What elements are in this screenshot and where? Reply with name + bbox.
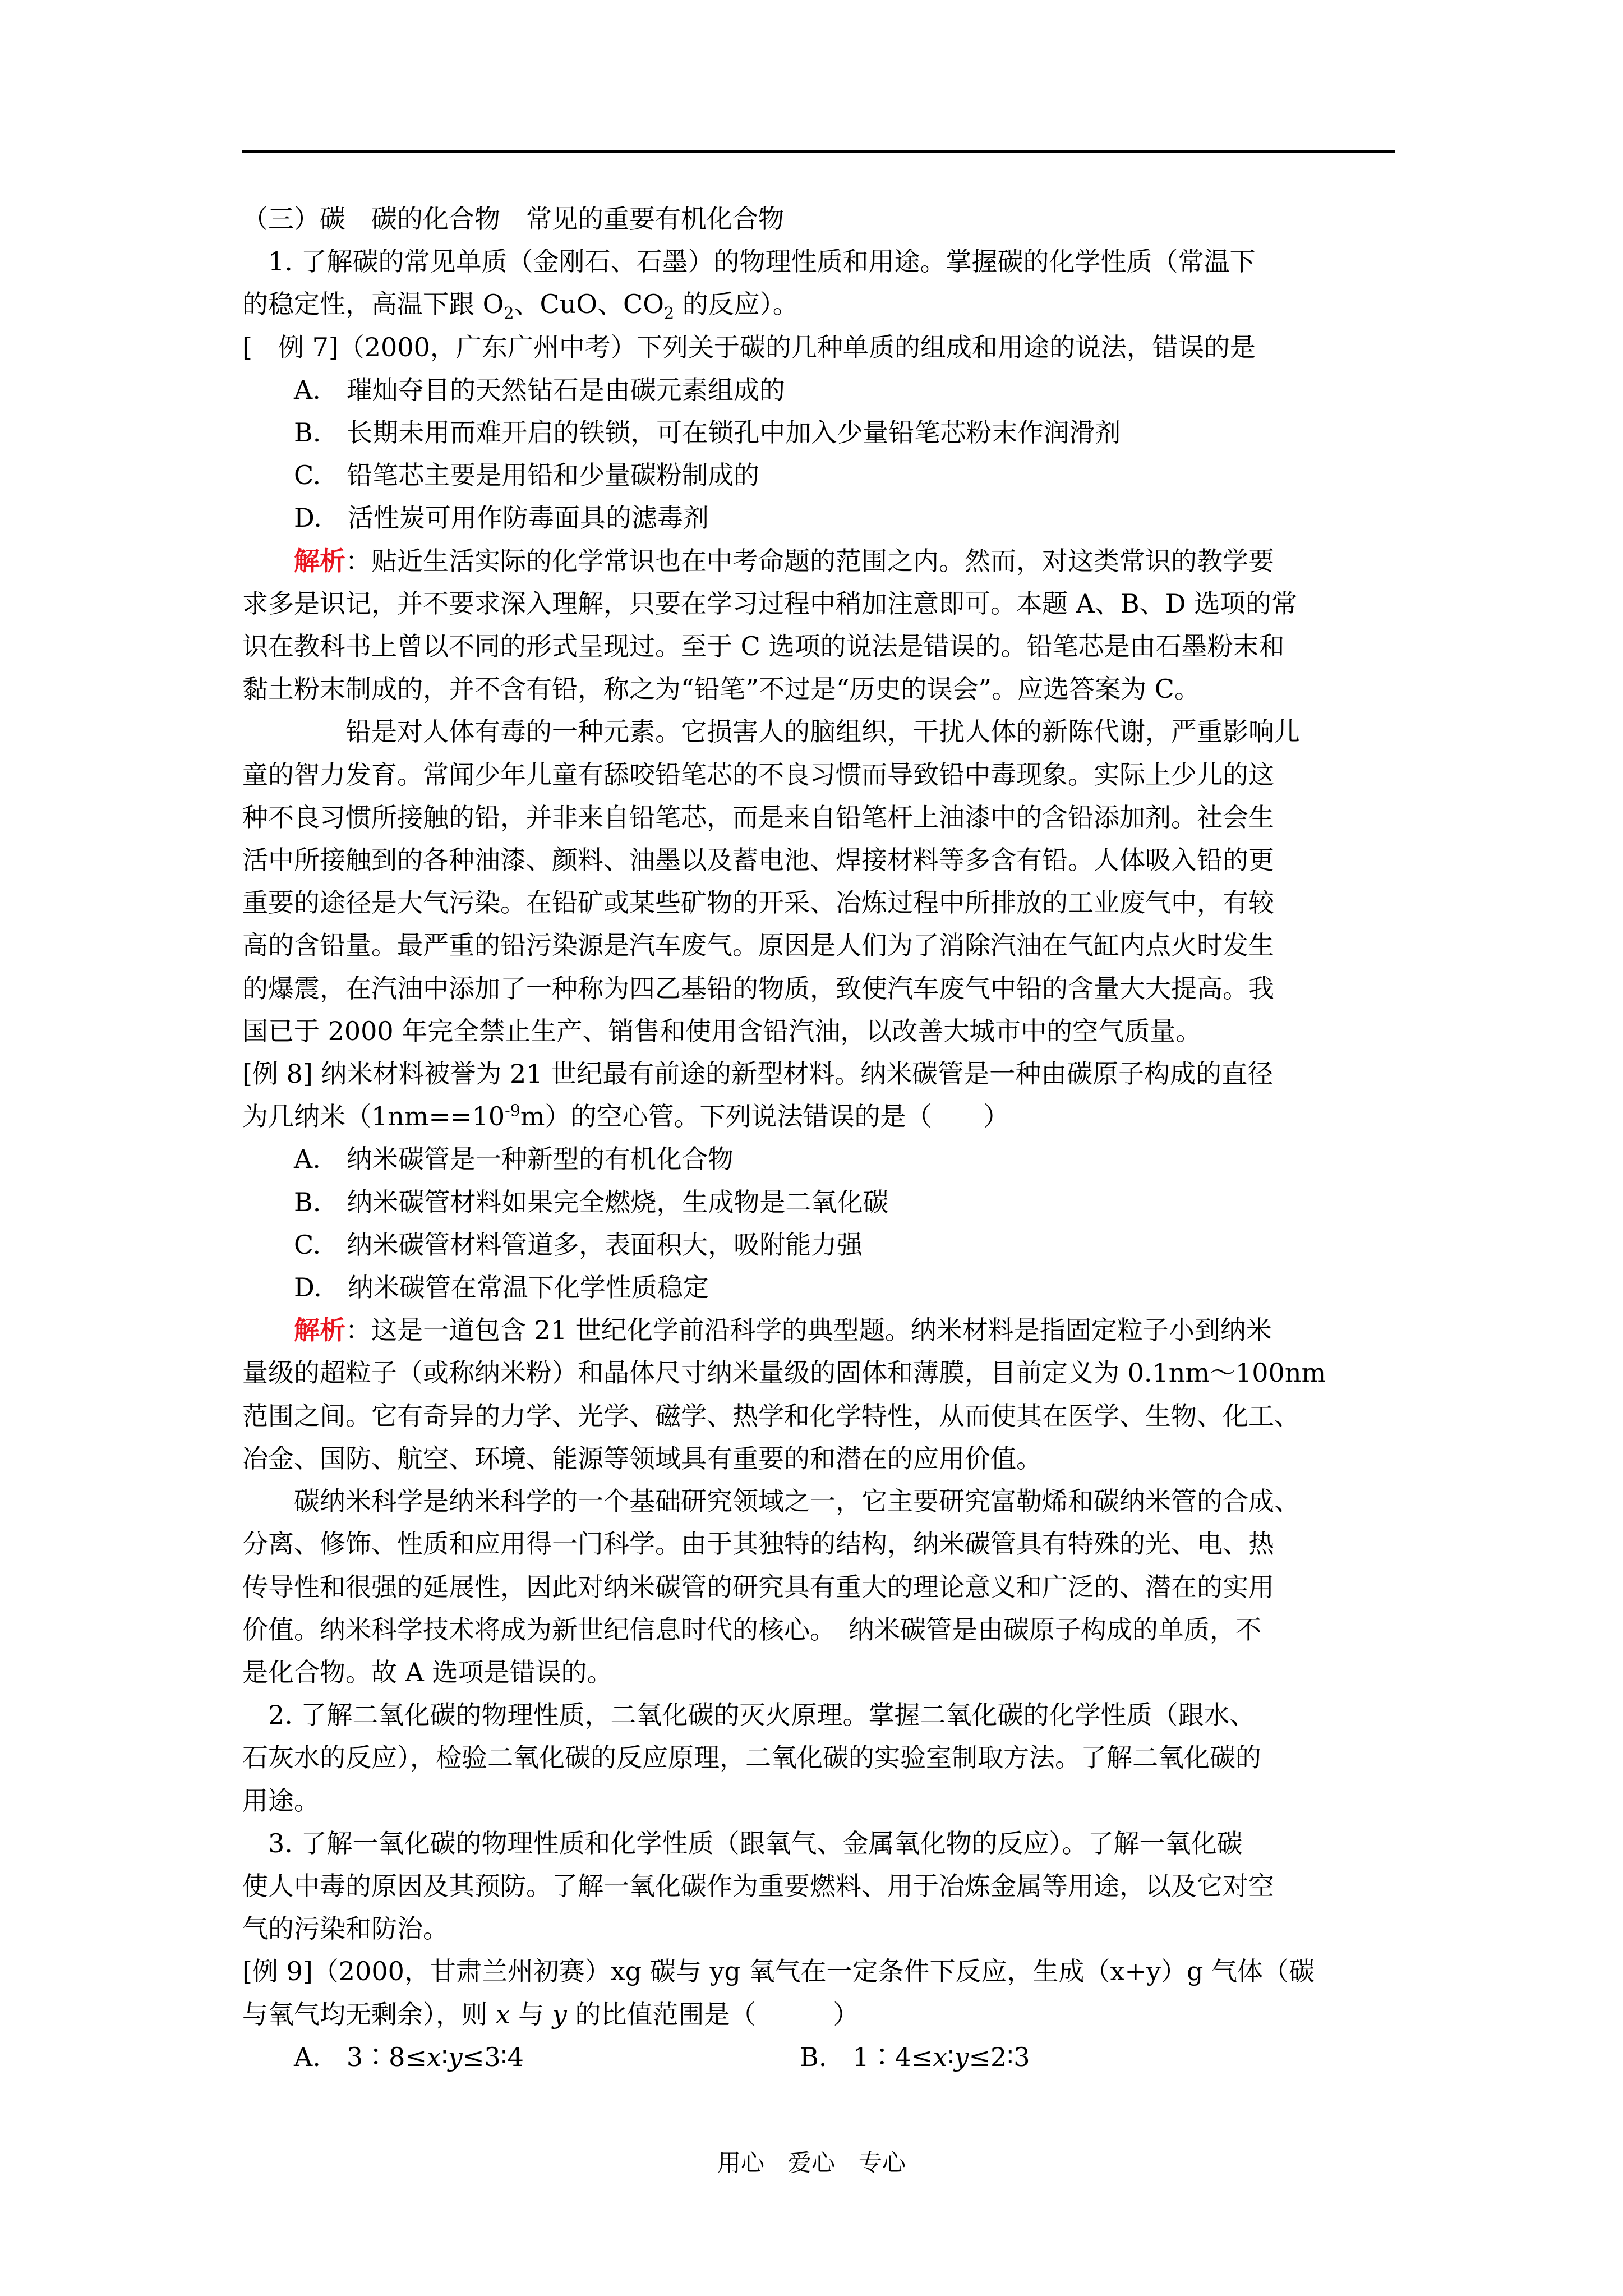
item-3: 3. 了解一氧化碳的物理性质和化学性质（跟氧气、金属氧化物的反应）。了解一氧化碳 使人中毒的原因及其预防。了解一氧化碳作为重要燃料、用于冶炼金属等用途，以及它对空 气的污染和防治。 (242, 1828, 1274, 1944)
page-footer: 用心 爱心 专心 (717, 2149, 906, 2177)
example-8-option-d: D. 纳米碳管在常温下化学性质稳定 (294, 1272, 709, 1303)
example-7-option-d: D. 活性炭可用作防毒面具的滤毒剂 (294, 503, 709, 533)
section-title: （三）碳 碳的化合物 常见的重要有机化合物 (242, 204, 784, 234)
example-9-options (242, 2036, 1398, 2078)
item-1: 1. 了解碳的常见单质（金刚石、石墨）的物理性质和用途。掌握碳的化学性质（常温下 的稳定性，高温下跟 $O_2$、CuO、$CO_2$ 的反应）。 (242, 246, 1256, 323)
example-7-option-b: B. 长期未用而难开启的铁锁，可在锁孔中加入少量铅笔芯粉末作润滑剂 (294, 417, 1121, 448)
header-rule (242, 150, 1395, 153)
analysis-label: 解析 (294, 545, 345, 576)
nano-paragraph: 碳纳米科学是纳米科学的一个基础研究领域之一，它主要研究富勒烯和碳纳米管的合成、 分离、修饰、性质和应用得一门科学。由于其独特的结构，纳米碳管具有特殊的光、电、热 传导性和很强的延展性，因此对纳米碳管的研究具有重大的理论意义和广泛的、潜在的实用 价值。纳米科学技术将成为新世纪信息时代的核心。 纳米碳管是由碳原子构成的单质，不 是化合物。故 A 选项是错误的。 (242, 1486, 1300, 1687)
example-7-analysis: 解析：贴近生活实际的化学常识也在中考命题的范围之内。然而，对这类常识的教学要 求多是识记，并不要求深入理解，只要在学习过程中稍加注意即可。本题 A、B、D 选项的常 识在教科书上曾以不同的形式呈现过。至于 C 选项的说法是错误的。铅笔芯是由石墨粉末和 黏土粉末制成的，并不含有铅，称之为“铅笔”不过是“历史的误会”。应选答案为 C。 (242, 545, 1298, 705)
item-2: 2. 了解二氧化碳的物理性质，二氧化碳的灭火原理。掌握二氧化碳的化学性质（跟水、 石灰水的反应），检验二氧化碳的反应原理，二氧化碳的实验室制取方法。了解二氧化碳的 用途。 (242, 1700, 1261, 1816)
example-8-option-b: B. 纳米碳管材料如果完全燃烧，生成物是二氧化碳 (294, 1186, 889, 1217)
analysis-label: 解析 (294, 1315, 345, 1346)
example-8-stem: [例 8] 纳米材料被誉为 21 世纪最有前途的新型材料。纳米碳管是一种由碳原子构成的直径 为几纳米$(1nm==10^{-9}m)$的空心管。下列说法错误的是（ ） (242, 1059, 1274, 1132)
document-body (242, 197, 1398, 2078)
example-8-analysis: 解析：这是一道包含 21 世纪化学前沿科学的典型题。纳米材料是指固定粒子小到纳米 量级的超粒子（或称纳米粉）和晶体尺寸纳米量级的固体和薄膜，目前定义为 0.1nm～100nm 范围之间。它有奇异的力学、光学、磁学、热学和化学特性，从而使其在医学、生物、化工、 冶金、国防、航空、环境、能源等领域具有重要的和潜在的应用价值。 (242, 1315, 1326, 1474)
lead-paragraph: 铅是对人体有毒的一种元素。它损害人的脑组织，干扰人体的新陈代谢，严重影响儿 童的智力发育。常闻少年儿童有舔咬铅笔芯的不良习惯而导致铅中毒现象。实际上少儿的这 种不良习惯所接触的铅，并非来自铅笔芯，而是来自铅笔杆上油漆中的含铅添加剂。社会生 活中所接触到的各种油漆、颜料、油墨以及蓄电池、焊接材料等多含有铅。人体吸入铅的更 重要的途径是大气污染。在铅矿或某些矿物的开采、冶炼过程中所排放的工业废气中，有较 高的含铅量。最严重的铅污染源是汽车废气。原因是人们为了消除汽油在气缸内点火时发生 的爆震，在汽油中添加了一种称为四乙基铅的物质，致使汽车废气中铅的含量大大提高。我 国已于 2000 年完全禁止生产、销售和使用含铅汽油，以改善大城市中的空气质量。 (242, 716, 1300, 1046)
example-9-option-a: A. 3∶8≤x∶y≤3∶4 (294, 2041, 524, 2072)
example-8-option-a: A. 纳米碳管是一种新型的有机化合物 (294, 1144, 734, 1175)
example-9-option-b: B. 1∶4≤x∶y≤2∶3 (800, 2041, 1030, 2072)
example-7-stem: [ 例 7]（2000，广东广州中考）下列关于碳的几种单质的组成和用途的说法，错误的是 (242, 332, 1256, 362)
example-9-stem: [例 9]（2000，甘肃兰州初赛）xg 碳与 yg 氧气在一定条件下反应，生成（x+y）g 气体（碳 与氧气均无剩余），则 x 与 y 的比值范围是（ ） (242, 1956, 1315, 2030)
example-7-option-c: C. 铅笔芯主要是用铅和少量碳粉制成的 (294, 460, 760, 491)
example-8-option-c: C. 纳米碳管材料管道多，表面积大，吸附能力强 (294, 1229, 863, 1260)
example-7-option-a: A. 璀灿夺目的天然钻石是由碳元素组成的 (294, 374, 785, 405)
